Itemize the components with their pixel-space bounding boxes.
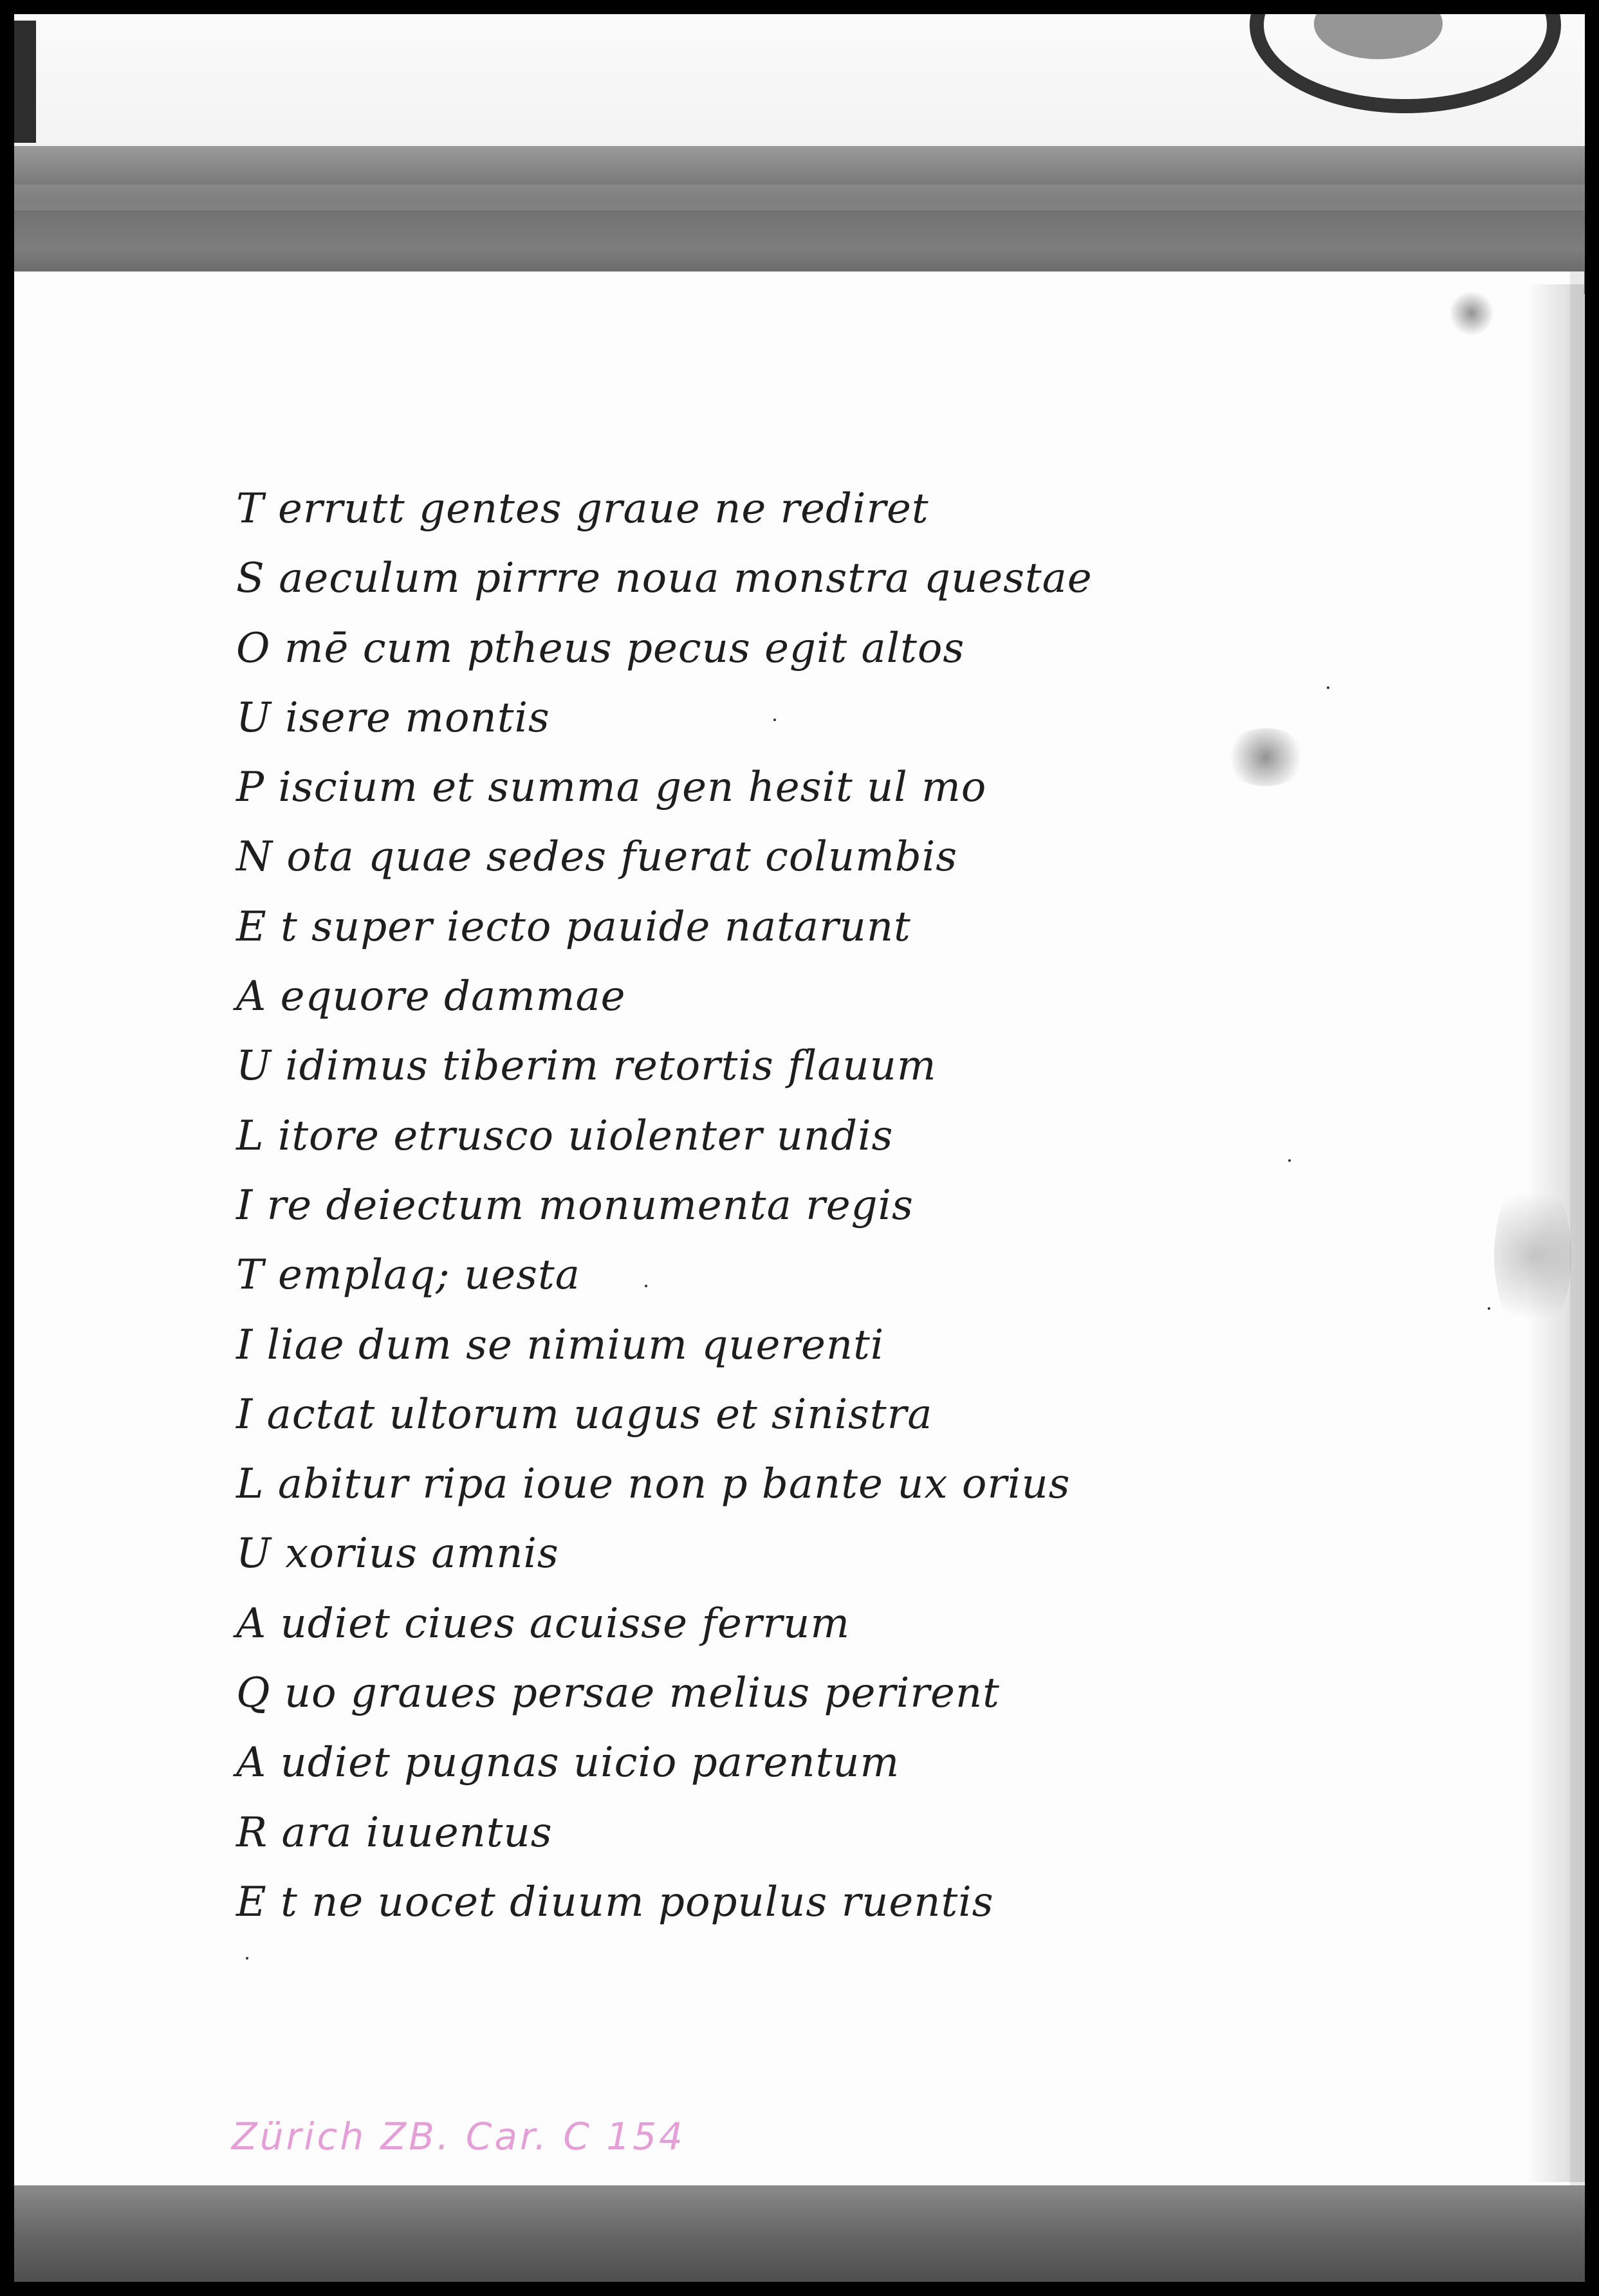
speck [246, 1957, 248, 1960]
text-line: Q uo graues persae melius perirent [236, 1669, 1000, 1718]
text-line: L abitur ripa ioue non p bante ux orius [236, 1460, 1071, 1509]
text-line: I liae dum se nimium querenti [236, 1321, 885, 1369]
speck [1488, 1307, 1490, 1310]
manuscript-text [236, 474, 1427, 1937]
text-line: I actat ultorum uagus et sinistra [236, 1390, 933, 1438]
text-line: T errutt gentes graue ne rediret [236, 485, 929, 533]
text-line: S aeculum pirrre noua monstra questae [236, 555, 1093, 603]
text-line: L itore etrusco uiolenter undis [236, 1112, 894, 1160]
ink-stain [1449, 291, 1494, 336]
left-edge-tab [14, 21, 36, 143]
text-line: E t ne uocet diuum populus ruentis [236, 1878, 994, 1926]
ink-stain [1494, 1172, 1571, 1339]
catalog-shelfmark: Zürich ZB. Car. C 154 [232, 2115, 686, 2158]
text-line: A udiet pugnas uicio parentum [236, 1739, 900, 1787]
text-line: U idimus tiberim retortis flauum [236, 1042, 937, 1090]
text-line: A udiet ciues acuisse ferrum [236, 1599, 850, 1648]
scan-frame [14, 14, 1585, 2282]
bottom-shadow-band [14, 2185, 1585, 2282]
text-line: I re deiectum monumenta regis [236, 1181, 914, 1229]
text-line: N ota quae sedes fuerat columbis [236, 833, 958, 881]
text-line: A equore dammae [236, 973, 626, 1021]
text-line: O mē cum ptheus pecus egit altos [236, 624, 965, 672]
text-line: R ara iuuentus [236, 1808, 553, 1857]
text-line: T emplaq; uesta [236, 1251, 580, 1300]
text-line: U xorius amnis [236, 1530, 559, 1578]
text-line: P iscium et summa gen hesit ul mo [236, 764, 987, 812]
text-line: U isere montis [236, 693, 550, 742]
text-line: E t super iecto pauide natarunt [236, 903, 911, 951]
